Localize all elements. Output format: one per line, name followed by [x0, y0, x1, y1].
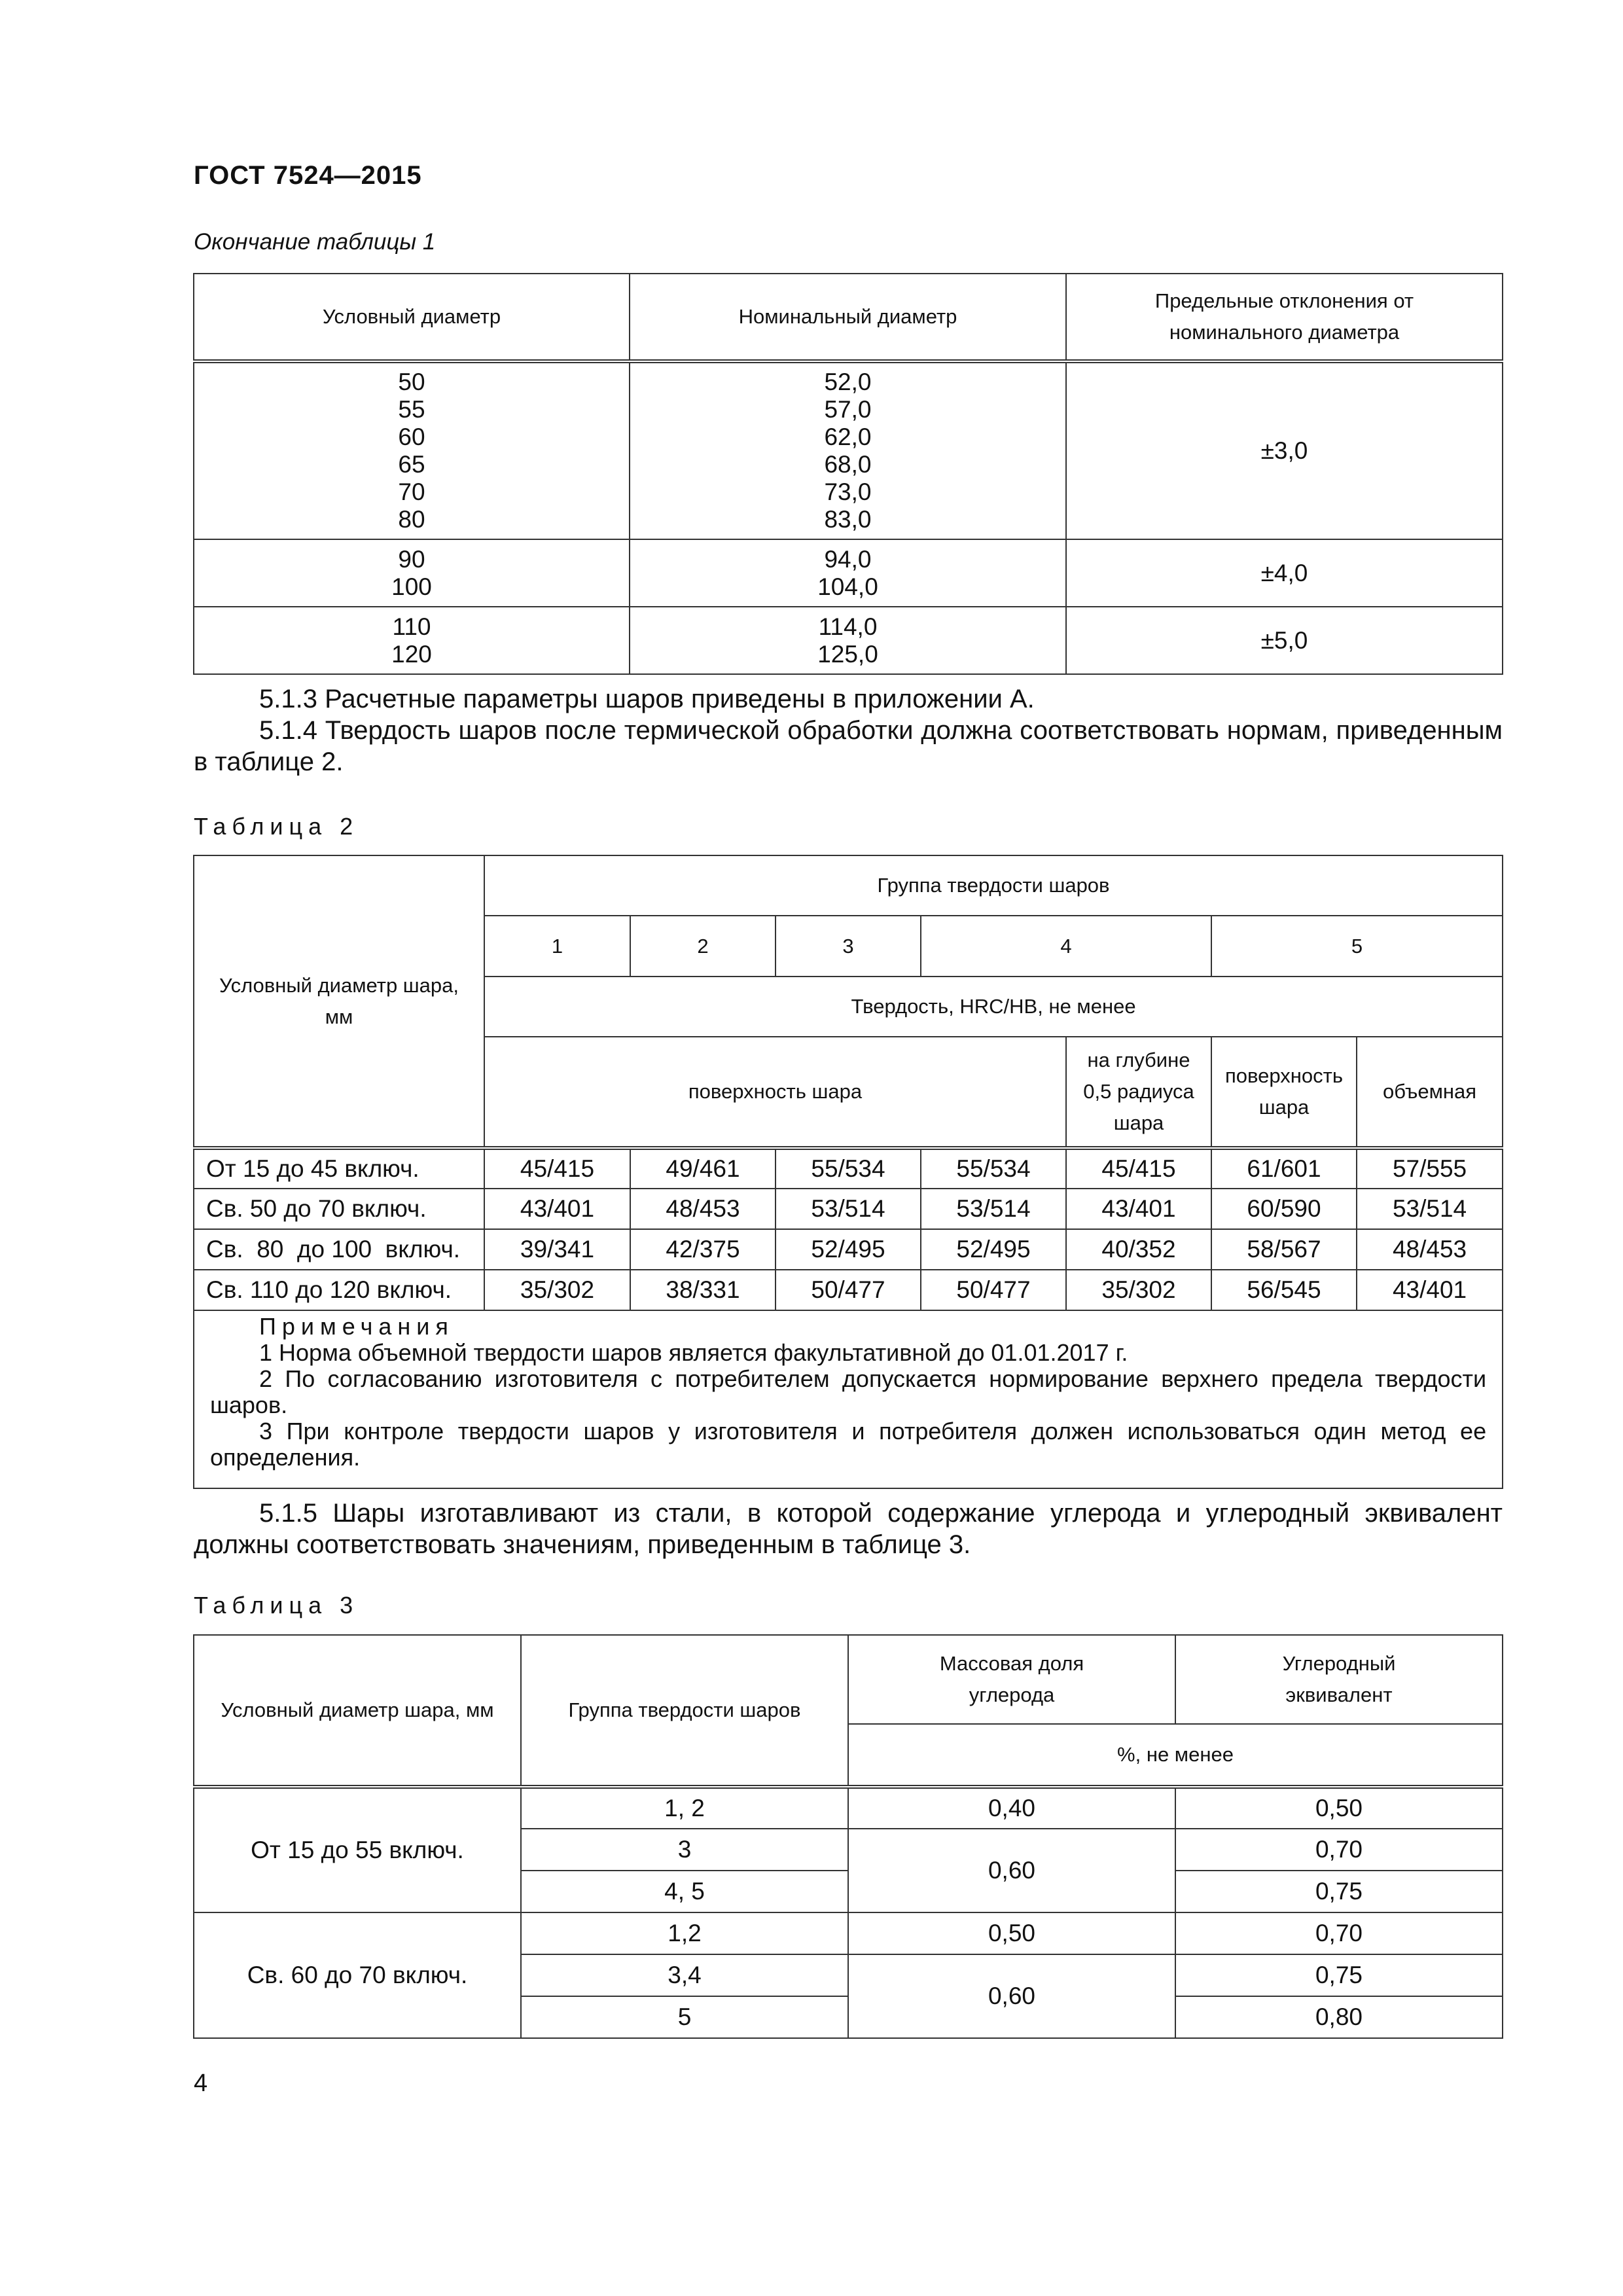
t2-group-4: 4	[921, 916, 1211, 977]
t1-dev-group-3: ±5,0	[1066, 607, 1503, 674]
t2-sub-depth: на глубине 0,5 радиуса шара	[1066, 1037, 1211, 1148]
t2-header-group: Группа твердости шаров	[484, 855, 1503, 916]
t2-cell: 39/341	[484, 1229, 630, 1270]
t2-cell: 45/415	[484, 1148, 630, 1189]
t3-group: 1,2	[521, 1912, 848, 1954]
t2-header-hardness: Твердость, HRC/HB, не менее	[484, 977, 1503, 1037]
table2	[193, 855, 1503, 1489]
t2-row-label: От 15 до 45 включ.	[194, 1148, 484, 1189]
table-row	[194, 1229, 1503, 1270]
t2-cell: 57/555	[1357, 1148, 1503, 1189]
t2-cell: 49/461	[630, 1148, 776, 1189]
t2-cell: 56/545	[1211, 1270, 1357, 1310]
t1-cond-group-2: 90 100	[194, 539, 630, 607]
t3-block-label: Св. 60 до 70 включ.	[194, 1912, 521, 2038]
t3-group: 4, 5	[521, 1871, 848, 1912]
t3-header-group: Группа твердости шаров	[521, 1635, 848, 1787]
t2-cell: 38/331	[630, 1270, 776, 1310]
t2-cell: 43/401	[1357, 1270, 1503, 1310]
paragraph-5-1-5: 5.1.5 Шары изготавливают из стали, в которой содержание углерода и углеродный эквивалент должны соответствовать значениям, приведенным в таблице 3.	[194, 1499, 1503, 1559]
t2-cell: 52/495	[776, 1229, 921, 1270]
page-number: 4	[194, 2070, 208, 2097]
t1-nom-group-2: 94,0 104,0	[630, 539, 1066, 607]
t1-header-nominal: Номинальный диаметр	[630, 274, 1066, 361]
t2-cell: 48/453	[1357, 1229, 1503, 1270]
t2-cell: 55/534	[776, 1148, 921, 1189]
t1-dev-group-2: ±4,0	[1066, 539, 1503, 607]
table-row	[194, 1912, 1503, 1954]
t3-block-label: От 15 до 55 включ.	[194, 1787, 521, 1912]
table-row	[194, 1270, 1503, 1310]
paragraph-5-1-4: 5.1.4 Твердость шаров после термической обработки должна соответствовать нормам, приведенным в таблице 2.	[194, 716, 1503, 776]
t2-group-5: 5	[1211, 916, 1503, 977]
t2-sub-volume: объемная	[1357, 1037, 1503, 1148]
t1-nom-group-3: 114,0 125,0	[630, 607, 1066, 674]
t2-notes	[194, 1310, 1503, 1488]
t2-cell: 50/477	[921, 1270, 1066, 1310]
t2-note-2: 2 По согласованию изготовителя с потребителем допускается нормирование верхнего предела твердости шаров.	[210, 1365, 1487, 1418]
t2-cell: 40/352	[1066, 1229, 1211, 1270]
table2-caption: Таблица 2	[194, 813, 359, 840]
t3-group: 5	[521, 1996, 848, 2038]
t2-cell: 35/302	[1066, 1270, 1211, 1310]
t3-carbon: 0,60	[848, 1829, 1175, 1912]
t2-row-label: Св. 110 до 120 включ.	[194, 1270, 484, 1310]
t2-cell: 42/375	[630, 1229, 776, 1270]
t3-equiv: 0,75	[1175, 1871, 1503, 1912]
t2-cell: 61/601	[1211, 1148, 1357, 1189]
t3-group: 3	[521, 1829, 848, 1871]
t2-notes-title: Примечания	[259, 1313, 454, 1340]
t3-equiv: 0,70	[1175, 1912, 1503, 1954]
t2-group-1: 1	[484, 916, 630, 977]
t1-nom-group-1: 52,0 57,0 62,0 68,0 73,0 83,0	[630, 361, 1066, 539]
table-row	[194, 1189, 1503, 1229]
t3-group: 1, 2	[521, 1787, 848, 1829]
t3-header-equiv: Углеродный эквивалент	[1175, 1635, 1503, 1724]
table3	[193, 1634, 1503, 2039]
t1-header-deviation: Предельные отклонения от номинального диаметра	[1066, 274, 1503, 361]
document-id: ГОСТ 7524—2015	[194, 161, 422, 190]
t3-equiv: 0,75	[1175, 1954, 1503, 1996]
t2-cell: 45/415	[1066, 1148, 1211, 1189]
t2-cell: 35/302	[484, 1270, 630, 1310]
t3-carbon: 0,40	[848, 1787, 1175, 1829]
t2-note-3: 3 При контроле твердости шаров у изготовителя и потребителя должен использоваться один метод ее определения.	[210, 1418, 1487, 1471]
paragraph-5-1-3: 5.1.3 Расчетные параметры шаров приведены в приложении А.	[259, 685, 1035, 713]
table-row	[194, 1148, 1503, 1189]
t3-carbon: 0,50	[848, 1912, 1175, 1954]
t3-header-carbon: Массовая доля углерода	[848, 1635, 1175, 1724]
t3-equiv: 0,80	[1175, 1996, 1503, 2038]
t2-cell: 60/590	[1211, 1189, 1357, 1229]
t2-header-diameter: Условный диаметр шара, мм	[194, 855, 484, 1148]
t2-note-1: 1 Норма объемной твердости шаров является факультативной до 01.01.2017 г.	[259, 1339, 1128, 1366]
table3-caption: Таблица 3	[194, 1592, 359, 1619]
t2-sub-surface: поверхность шара	[484, 1037, 1066, 1148]
t3-header-unit: %, не менее	[848, 1724, 1503, 1787]
t2-cell: 52/495	[921, 1229, 1066, 1270]
t2-row-label: Св. 80 до 100 включ.	[194, 1229, 484, 1270]
t2-cell: 55/534	[921, 1148, 1066, 1189]
t2-cell: 53/514	[1357, 1189, 1503, 1229]
table1	[193, 273, 1503, 675]
t2-cell: 43/401	[484, 1189, 630, 1229]
t2-cell: 53/514	[776, 1189, 921, 1229]
t2-group-2: 2	[630, 916, 776, 977]
t2-cell: 48/453	[630, 1189, 776, 1229]
t2-sub-surface-5: поверхность шара	[1211, 1037, 1357, 1148]
t3-equiv: 0,50	[1175, 1787, 1503, 1829]
t2-cell: 43/401	[1066, 1189, 1211, 1229]
t3-carbon: 0,60	[848, 1954, 1175, 2038]
t2-cell: 50/477	[776, 1270, 921, 1310]
t2-cell: 53/514	[921, 1189, 1066, 1229]
t2-group-3: 3	[776, 916, 921, 977]
t1-cond-group-1: 50 55 60 65 70 80	[194, 361, 630, 539]
t3-equiv: 0,70	[1175, 1829, 1503, 1871]
t2-row-label: Св. 50 до 70 включ.	[194, 1189, 484, 1229]
t1-dev-group-1: ±3,0	[1066, 361, 1503, 539]
t3-group: 3,4	[521, 1954, 848, 1996]
table-row	[194, 1787, 1503, 1829]
t3-header-diameter: Условный диаметр шара, мм	[194, 1635, 521, 1787]
t2-cell: 58/567	[1211, 1229, 1357, 1270]
t1-cond-group-3: 110 120	[194, 607, 630, 674]
table1-caption: Окончание таблицы 1	[194, 229, 436, 255]
t1-header-cond: Условный диаметр	[194, 274, 630, 361]
